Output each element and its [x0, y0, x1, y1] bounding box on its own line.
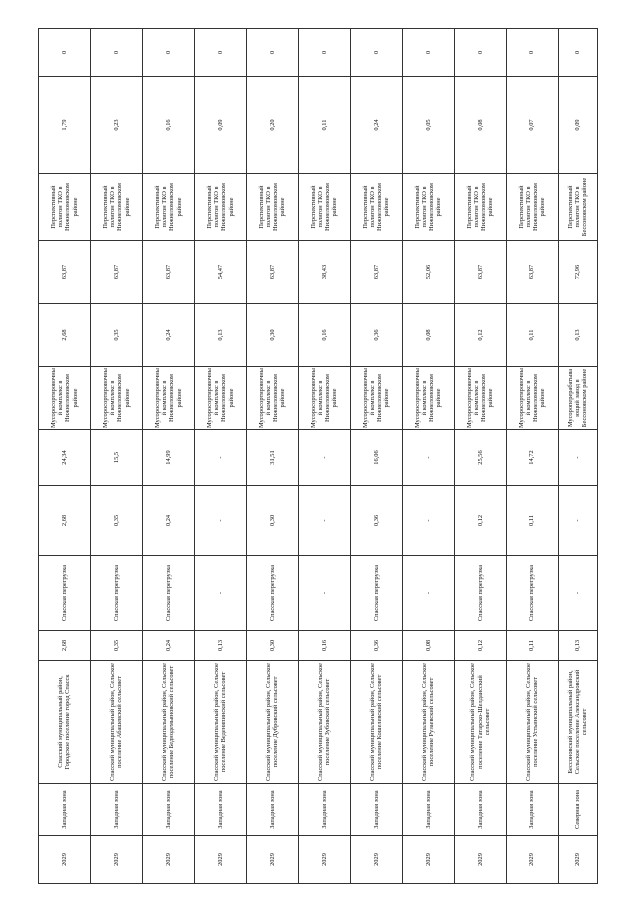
sorting-volume-cell: 0,11 — [506, 304, 558, 367]
transfer-station-cell: Спасская перегрузка — [506, 556, 558, 631]
sorting-complex-cell: Мусоросортировочный комплекс в Нижнеломовском районе — [39, 367, 91, 430]
transfer-station-cell: Спасская перегрузка — [90, 556, 142, 631]
waste-flow-table — [38, 28, 598, 884]
transfer-distance-cell: 14,99 — [142, 430, 194, 486]
volume-cell: 0,13 — [194, 631, 246, 661]
landfill-cell: Перспективный полигон ТКО в Бессоновском районе — [558, 174, 597, 241]
landfill-distance-cell: 0 — [402, 29, 454, 77]
volume-cell: 0,30 — [246, 631, 298, 661]
sorting-volume-cell: 0,16 — [298, 304, 350, 367]
transfer-station-cell: - — [402, 556, 454, 631]
year-cell: 2029 — [454, 836, 506, 884]
sorting-distance-cell: 72,96 — [558, 241, 597, 304]
sorting-complex-cell: Мусоросортировочный комплекс в Нижнеломовском районе — [90, 367, 142, 430]
landfill-distance-cell: 0 — [39, 29, 91, 77]
municipality-cell: Спасский муниципальный район, Сельское поселение Абашевский сельсовет — [90, 661, 142, 784]
year-cell: 2029 — [298, 836, 350, 884]
municipality-cell: Спасский муниципальный район, Сельское поселение Дубровский сельсовет — [246, 661, 298, 784]
zone-cell: Западная зона — [142, 784, 194, 836]
transfer-distance-cell: 25,56 — [454, 430, 506, 486]
landfill-volume-cell: 0,23 — [90, 77, 142, 174]
year-cell: 2029 — [350, 836, 402, 884]
transfer-station-cell: - — [194, 556, 246, 631]
year-cell: 2029 — [39, 836, 91, 884]
sorting-complex-cell: Мусоросортировочный комплекс в Нижнеломовском районе — [506, 367, 558, 430]
year-cell: 2029 — [506, 836, 558, 884]
rotated-page — [38, 29, 598, 884]
year-cell: 2029 — [194, 836, 246, 884]
sorting-complex-cell: Мусоросортировочный комплекс в Нижнеломовском районе — [350, 367, 402, 430]
transfer-volume-cell: - — [402, 486, 454, 556]
landfill-distance-cell: 0 — [142, 29, 194, 77]
transfer-volume-cell: 0,35 — [90, 486, 142, 556]
volume-cell: 0,36 — [350, 631, 402, 661]
volume-cell: 0,24 — [142, 631, 194, 661]
transfer-station-cell: Спасская перегрузка — [39, 556, 91, 631]
sorting-complex-cell: Мусороперерабатывающий завод в Бессоновском районе — [558, 367, 597, 430]
zone-cell: Западная зона — [506, 784, 558, 836]
sorting-distance-cell: 63,87 — [350, 241, 402, 304]
transfer-station-cell: Спасская перегрузка — [454, 556, 506, 631]
sorting-complex-cell: Мусоросортировочный комплекс в Нижнеломовском районе — [142, 367, 194, 430]
landfill-cell: Перспективный полигон ТКО в Нижнеломовском районе — [402, 174, 454, 241]
table-row — [194, 29, 246, 884]
table-row — [298, 29, 350, 884]
transfer-volume-cell: 2,68 — [39, 486, 91, 556]
sorting-distance-cell: 63,87 — [90, 241, 142, 304]
volume-cell: 0,35 — [90, 631, 142, 661]
transfer-station-cell: Спасская перегрузка — [142, 556, 194, 631]
zone-cell: Западная зона — [350, 784, 402, 836]
transfer-distance-cell: 14,72 — [506, 430, 558, 486]
table-row — [558, 29, 597, 884]
landfill-distance-cell: 0 — [246, 29, 298, 77]
landfill-cell: Перспективный полигон ТКО в Нижнеломовском районе — [506, 174, 558, 241]
sorting-distance-cell: 63,87 — [246, 241, 298, 304]
municipality-cell: Спасский муниципальный район, Сельское поселение Зубовский сельсовет — [298, 661, 350, 784]
sorting-complex-cell: Мусоросортировочный комплекс в Нижнеломовском районе — [454, 367, 506, 430]
transfer-volume-cell: 0,12 — [454, 486, 506, 556]
zone-cell: Западная зона — [402, 784, 454, 836]
landfill-distance-cell: 0 — [194, 29, 246, 77]
volume-cell: 0,13 — [558, 631, 597, 661]
year-cell: 2029 — [90, 836, 142, 884]
table-row — [39, 29, 91, 884]
landfill-volume-cell: 0,16 — [142, 77, 194, 174]
sorting-distance-cell: 54,47 — [194, 241, 246, 304]
transfer-volume-cell: - — [298, 486, 350, 556]
landfill-volume-cell: 0,05 — [402, 77, 454, 174]
sorting-distance-cell: 63,87 — [142, 241, 194, 304]
volume-cell: 2,68 — [39, 631, 91, 661]
municipality-cell: Спасский муниципальный район, Сельское поселение Беднодемьяновский сельсовет — [142, 661, 194, 784]
landfill-cell: Перспективный полигон ТКО в Нижнеломовском районе — [454, 174, 506, 241]
sorting-distance-cell: 63,87 — [506, 241, 558, 304]
landfill-distance-cell: 0 — [558, 29, 597, 77]
transfer-distance-cell: - — [194, 430, 246, 486]
sorting-complex-cell: Мусоросортировочный комплекс в Нижнеломовском районе — [194, 367, 246, 430]
year-cell: 2029 — [246, 836, 298, 884]
transfer-distance-cell: - — [558, 430, 597, 486]
year-cell: 2029 — [402, 836, 454, 884]
municipality-cell: Спасский муниципальный район, Сельское поселение Веденяпинский сельсовет — [194, 661, 246, 784]
table-row — [142, 29, 194, 884]
landfill-volume-cell: 0,08 — [454, 77, 506, 174]
sorting-distance-cell: 63,87 — [454, 241, 506, 304]
landfill-cell: Перспективный полигон ТКО в Нижнеломовском районе — [350, 174, 402, 241]
transfer-distance-cell: - — [402, 430, 454, 486]
zone-cell: Северная зона — [558, 784, 597, 836]
sorting-volume-cell: 0,35 — [90, 304, 142, 367]
landfill-cell: Перспективный полигон ТКО в Нижнеломовском районе — [194, 174, 246, 241]
transfer-volume-cell: - — [194, 486, 246, 556]
landfill-volume-cell: 1,79 — [39, 77, 91, 174]
landfill-distance-cell: 0 — [350, 29, 402, 77]
landfill-volume-cell: 0,24 — [350, 77, 402, 174]
zone-cell: Западная зона — [298, 784, 350, 836]
landfill-cell: Перспективный полигон ТКО в Нижнеломовском районе — [142, 174, 194, 241]
sorting-distance-cell: 52,06 — [402, 241, 454, 304]
transfer-station-cell: - — [558, 556, 597, 631]
transfer-volume-cell: 0,24 — [142, 486, 194, 556]
landfill-cell: Перспективный полигон ТКО в Нижнеломовском районе — [90, 174, 142, 241]
table-row — [246, 29, 298, 884]
landfill-volume-cell: 0,11 — [298, 77, 350, 174]
municipality-cell: Спасский муниципальный район, Сельское поселение Кошелевский сельсовет — [350, 661, 402, 784]
sorting-complex-cell: Мусоросортировочный комплекс в Нижнеломовском районе — [298, 367, 350, 430]
table-row — [402, 29, 454, 884]
landfill-cell: Перспективный полигон ТКО в Нижнеломовском районе — [298, 174, 350, 241]
sorting-volume-cell: 0,13 — [558, 304, 597, 367]
sorting-complex-cell: Мусоросортировочный комплекс в Нижнеломовском районе — [246, 367, 298, 430]
landfill-volume-cell: 0,09 — [558, 77, 597, 174]
transfer-volume-cell: - — [558, 486, 597, 556]
transfer-distance-cell: 31,51 — [246, 430, 298, 486]
volume-cell: 0,16 — [298, 631, 350, 661]
landfill-distance-cell: 0 — [506, 29, 558, 77]
year-cell: 2029 — [142, 836, 194, 884]
landfill-cell: Перспективный полигон ТКО в Нижнеломовском районе — [39, 174, 91, 241]
transfer-volume-cell: 0,36 — [350, 486, 402, 556]
transfer-station-cell: - — [298, 556, 350, 631]
volume-cell: 0,11 — [506, 631, 558, 661]
sorting-distance-cell: 63,87 — [39, 241, 91, 304]
transfer-distance-cell: 24,34 — [39, 430, 91, 486]
table-row — [454, 29, 506, 884]
sorting-volume-cell: 2,68 — [39, 304, 91, 367]
table-row — [90, 29, 142, 884]
transfer-volume-cell: 0,11 — [506, 486, 558, 556]
sorting-volume-cell: 0,08 — [402, 304, 454, 367]
zone-cell: Западная зона — [246, 784, 298, 836]
volume-cell: 0,12 — [454, 631, 506, 661]
landfill-volume-cell: 0,20 — [246, 77, 298, 174]
transfer-distance-cell: 16,06 — [350, 430, 402, 486]
sorting-complex-cell: Мусоросортировочный комплекс в Нижнеломовском районе — [402, 367, 454, 430]
municipality-cell: Спасский муниципальный район, Сельское поселение Татарско-Шелдаисский сельсовет — [454, 661, 506, 784]
transfer-station-cell: Спасская перегрузка — [350, 556, 402, 631]
sorting-volume-cell: 0,13 — [194, 304, 246, 367]
sorting-volume-cell: 0,12 — [454, 304, 506, 367]
table-row — [350, 29, 402, 884]
zone-cell: Западная зона — [194, 784, 246, 836]
landfill-volume-cell: 0,09 — [194, 77, 246, 174]
transfer-distance-cell: - — [298, 430, 350, 486]
landfill-distance-cell: 0 — [454, 29, 506, 77]
sorting-volume-cell: 0,30 — [246, 304, 298, 367]
landfill-cell: Перспективный полигон ТКО в Нижнеломовском районе — [246, 174, 298, 241]
sorting-volume-cell: 0,24 — [142, 304, 194, 367]
municipality-cell: Бессоновский муниципальный район, Сельское поселение Александровский сельсовет — [558, 661, 597, 784]
zone-cell: Западная зона — [454, 784, 506, 836]
volume-cell: 0,08 — [402, 631, 454, 661]
year-cell: 2029 — [558, 836, 597, 884]
municipality-cell: Спасский муниципальный район, Городское поселение город Спасск — [39, 661, 91, 784]
zone-cell: Западная зона — [39, 784, 91, 836]
transfer-distance-cell: 15,5 — [90, 430, 142, 486]
sorting-distance-cell: 38,43 — [298, 241, 350, 304]
municipality-cell: Спасский муниципальный район, Сельское поселение Рузаевский сельсовет — [402, 661, 454, 784]
sorting-volume-cell: 0,36 — [350, 304, 402, 367]
landfill-distance-cell: 0 — [90, 29, 142, 77]
landfill-volume-cell: 0,07 — [506, 77, 558, 174]
table-row — [506, 29, 558, 884]
transfer-volume-cell: 0,30 — [246, 486, 298, 556]
municipality-cell: Спасский муниципальный район, Сельское поселение Устьинский сельсовет — [506, 661, 558, 784]
zone-cell: Западная зона — [90, 784, 142, 836]
transfer-station-cell: Спасская перегрузка — [246, 556, 298, 631]
landfill-distance-cell: 0 — [298, 29, 350, 77]
